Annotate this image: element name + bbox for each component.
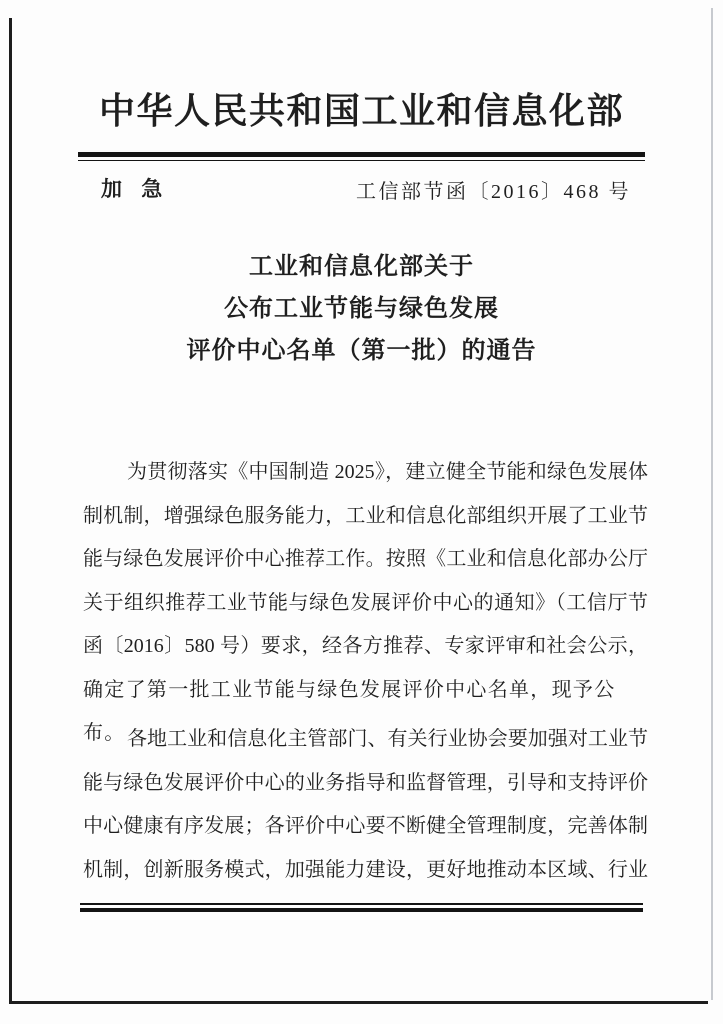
urgency-label: 加 急 — [101, 177, 163, 201]
footer-rule-thick — [80, 908, 643, 912]
body-text — [83, 451, 648, 892]
body-line: 机制，创新服务模式，加强能力建设，更好地推动本区域、行业 — [83, 858, 648, 881]
body-line: 各地工业和信息化主管部门、有关行业协会要加强对工业节 — [127, 728, 648, 750]
body-line: 关于组织推荐工业节能与绿色发展评价中心的通知》（工信厅节 — [83, 591, 648, 614]
scan-edge-bottom-line — [9, 1001, 708, 1004]
notice-title — [0, 246, 723, 372]
footer-rule-thin — [80, 903, 643, 905]
body-line: 函〔2016〕580 号）要求，经各方推荐、专家评审和社会公示， — [83, 635, 648, 657]
body-line: 能与绿色发展评价中心推荐工作。按照《工业和信息化部办公厅 — [83, 548, 648, 570]
scan-edge-left-line — [9, 18, 12, 1004]
notice-title-line-1: 工业和信息化部关于 — [249, 254, 474, 280]
letterhead-org-name: 中华人民共和国工业和信息化部 — [98, 91, 624, 131]
letterhead-double-rule — [78, 152, 645, 161]
body-line: 中心健康有序发展；各评价中心要不断健全管理制度，完善体制 — [83, 815, 648, 837]
doc-number: 工信部节函〔2016〕468 号 — [356, 181, 631, 203]
scan-edge-right-line — [711, 8, 713, 1000]
notice-title-line-2: 公布工业节能与绿色发展 — [224, 296, 499, 322]
footer-double-rule — [80, 903, 643, 912]
body-line: 为贯彻落实《中国制造 2025》，建立健全节能和绿色发展体 — [127, 461, 648, 483]
body-line: 制机制，增强绿色服务能力，工业和信息化部组织开展了工业节 — [83, 504, 648, 527]
notice-title-line-3: 评价中心名单（第一批）的通告 — [186, 338, 537, 364]
letterhead-rule-thin — [78, 160, 645, 162]
body-line: 能与绿色发展评价中心的业务指导和监督管理，引导和支持评价 — [83, 771, 648, 794]
letterhead-rule-thick — [78, 152, 645, 157]
body-line: 确定了第一批工业节能与绿色发展评价中心名单，现予公布。 — [83, 678, 616, 744]
